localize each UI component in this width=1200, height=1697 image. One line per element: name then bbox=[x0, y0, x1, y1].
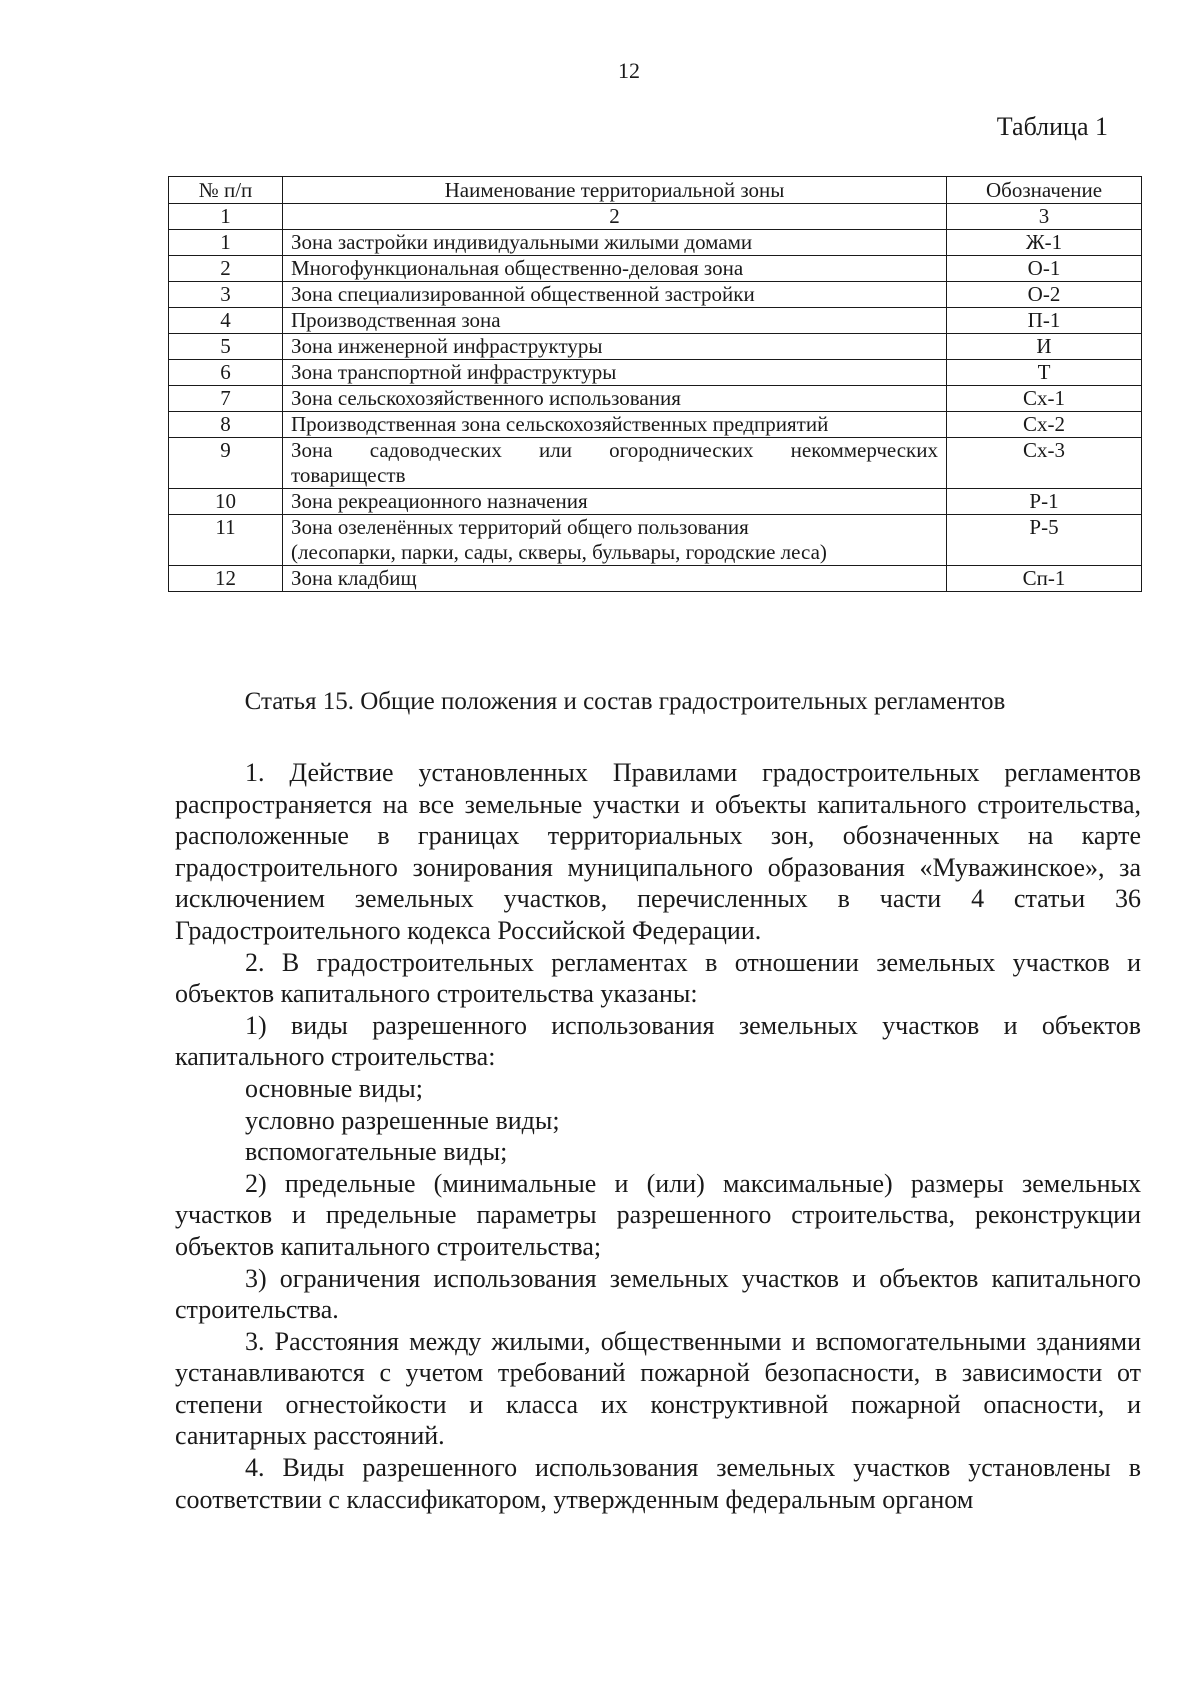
row-code: О-2 bbox=[947, 282, 1142, 308]
row-code: Сх-2 bbox=[947, 412, 1142, 438]
row-num: 9 bbox=[169, 438, 283, 489]
row-name: Зона специализированной общественной застройки bbox=[283, 282, 947, 308]
table-index-row bbox=[169, 204, 1142, 230]
row-name-line: Зона садоводческих или огороднических некоммерческих bbox=[291, 438, 938, 462]
row-code: Р-1 bbox=[947, 489, 1142, 515]
row-code: И bbox=[947, 334, 1142, 360]
table-row bbox=[169, 360, 1142, 386]
table-header-row bbox=[169, 177, 1142, 204]
table-caption: Таблица 1 bbox=[996, 112, 1108, 141]
table-row bbox=[169, 256, 1142, 282]
row-name: Многофункциональная общественно-деловая зона bbox=[283, 256, 947, 282]
table-row bbox=[169, 412, 1142, 438]
row-name: Зона транспортной инфраструктуры bbox=[283, 360, 947, 386]
row-num: 2 bbox=[169, 256, 283, 282]
row-name: Зона кладбищ bbox=[283, 566, 947, 592]
row-name bbox=[283, 515, 947, 566]
row-name: Зона застройки индивидуальными жилыми домами bbox=[283, 230, 947, 256]
paragraph: 3. Расстояния между жилыми, общественными и вспомогательными зданиями устанавливаются с учетом требований пожарной безопасности, в зависимости от степени огнестойкости и класса их конструктивной пожарной опасности, и санитарных расстояний. bbox=[175, 1326, 1141, 1451]
list-item: условно разрешенные виды; bbox=[245, 1105, 560, 1135]
table-row bbox=[169, 386, 1142, 412]
paragraph: 2) предельные (минимальные и (или) максимальные) размеры земельных участков и предельные параметры разрешенного строительства, реконструкции объектов капитального строительства; bbox=[175, 1168, 1141, 1261]
row-num: 5 bbox=[169, 334, 283, 360]
paragraph: 2. В градостроительных регламентах в отношении земельных участков и объектов капитального строительства указаны: bbox=[175, 947, 1141, 1009]
paragraph: 1) виды разрешенного использования земельных участков и объектов капитального строительства: bbox=[175, 1010, 1141, 1072]
row-name: Зона рекреационного назначения bbox=[283, 489, 947, 515]
row-num: 1 bbox=[169, 230, 283, 256]
table-row bbox=[169, 282, 1142, 308]
row-code: Сп-1 bbox=[947, 566, 1142, 592]
index-cell: 3 bbox=[947, 204, 1142, 230]
zones-table bbox=[168, 176, 1142, 592]
paragraph: 3) ограничения использования земельных участков и объектов капитального строительства. bbox=[175, 1263, 1141, 1325]
row-name-line: (лесопарки, парки, сады, скверы, бульвары, городские леса) bbox=[291, 540, 827, 564]
index-cell: 1 bbox=[169, 204, 283, 230]
row-name-line: товариществ bbox=[291, 463, 406, 487]
table-row bbox=[169, 230, 1142, 256]
row-code: П-1 bbox=[947, 308, 1142, 334]
row-num: 12 bbox=[169, 566, 283, 592]
row-num: 10 bbox=[169, 489, 283, 515]
row-num: 6 bbox=[169, 360, 283, 386]
table-row bbox=[169, 308, 1142, 334]
header-num: № п/п bbox=[169, 177, 283, 204]
paragraph: 1. Действие установленных Правилами градостроительных регламентов распространяется на все земельные участки и объекты капитального строительства, расположенные в границах территориальных зон, обозначенных на карте градостроительного зонирования муниципального образования «Муважинское», за исключением земельных участков, перечисленных в части 4 статьи 36 Градостроительного кодекса Российской Федерации. bbox=[175, 758, 1141, 945]
list-item: основные виды; bbox=[245, 1073, 423, 1103]
row-name: Производственная зона сельскохозяйственных предприятий bbox=[283, 412, 947, 438]
list-item: вспомогательные виды; bbox=[245, 1137, 508, 1167]
article-body bbox=[175, 757, 1141, 1515]
table-row bbox=[169, 566, 1142, 592]
row-name: Зона инженерной инфраструктуры bbox=[283, 334, 947, 360]
table-row bbox=[169, 334, 1142, 360]
row-code: Т bbox=[947, 360, 1142, 386]
header-name: Наименование территориальной зоны bbox=[283, 177, 947, 204]
table-row bbox=[169, 438, 1142, 489]
row-num: 8 bbox=[169, 412, 283, 438]
row-num: 3 bbox=[169, 282, 283, 308]
row-name: Производственная зона bbox=[283, 308, 947, 334]
table-row bbox=[169, 489, 1142, 515]
row-num: 11 bbox=[169, 515, 283, 566]
row-name bbox=[283, 438, 947, 489]
table-row bbox=[169, 515, 1142, 566]
article-title: Статья 15. Общие положения и состав градостроительных регламентов bbox=[244, 688, 1006, 715]
row-name: Зона сельскохозяйственного использования bbox=[283, 386, 947, 412]
row-name-line: Зона озеленённых территорий общего пользования bbox=[291, 515, 749, 539]
row-code: Ж-1 bbox=[947, 230, 1142, 256]
row-num: 4 bbox=[169, 308, 283, 334]
row-code: О-1 bbox=[947, 256, 1142, 282]
index-cell: 2 bbox=[283, 204, 947, 230]
row-code: Р-5 bbox=[947, 515, 1142, 566]
page-number: 12 bbox=[618, 58, 640, 83]
paragraph: 4. Виды разрешенного использования земельных участков установлены в соответствии с классификатором, утвержденным федеральным органом bbox=[175, 1453, 1141, 1514]
row-num: 7 bbox=[169, 386, 283, 412]
row-code: Сх-3 bbox=[947, 438, 1142, 489]
row-code: Сх-1 bbox=[947, 386, 1142, 412]
header-code: Обозначение bbox=[947, 177, 1142, 204]
